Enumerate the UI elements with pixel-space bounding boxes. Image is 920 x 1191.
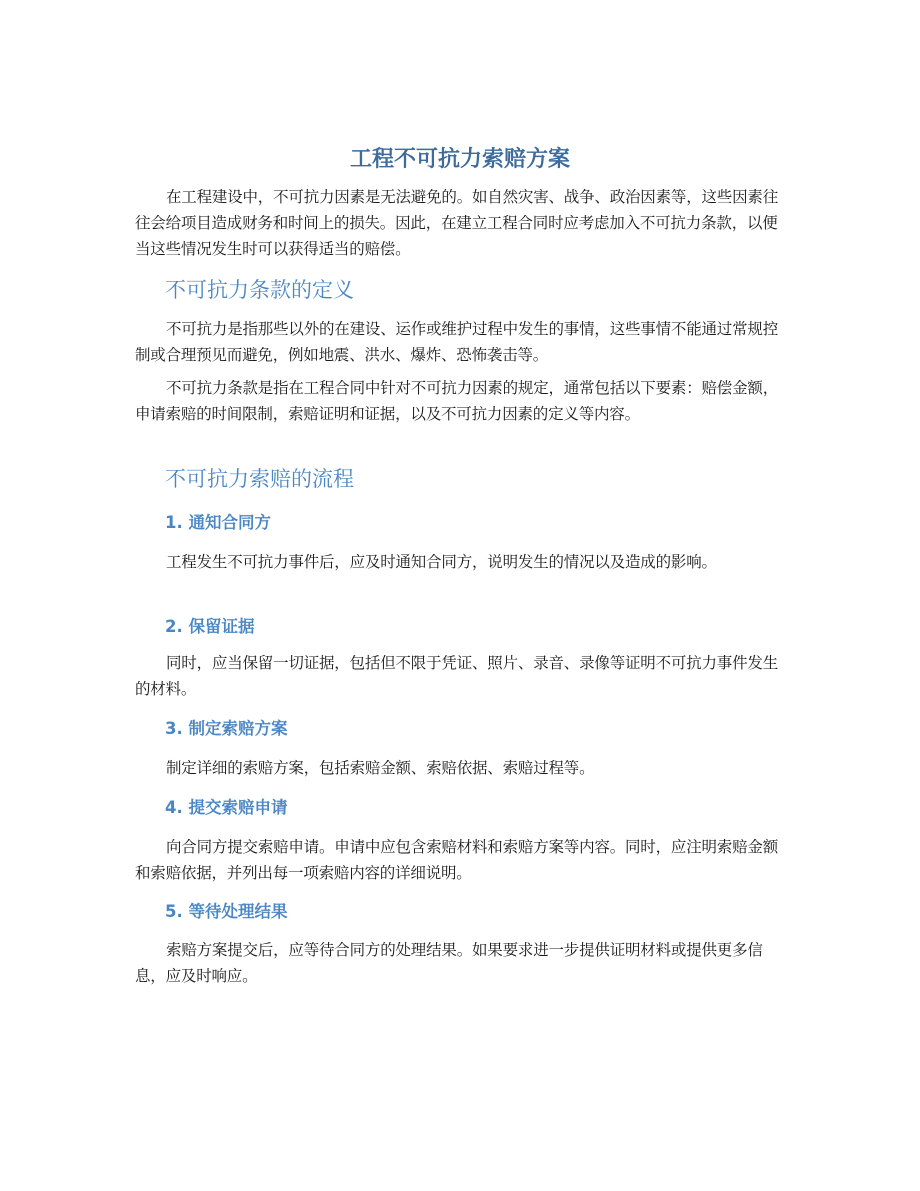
step-heading-5: 5. 等待处理结果 <box>165 902 288 921</box>
document-page <box>135 0 785 985</box>
step-heading-4: 4. 提交索赔申请 <box>165 798 288 817</box>
intro-paragraph: 在工程建设中，不可抗力因素是无法避免的。如自然灾害、战争、政治因素等，这些因素往往会给项目造成财务和时间上的损失。因此，在建立工程合同时应考虑加入不可抗力条款，以便当这些情况发生时可以获得适当的赔偿。 <box>135 188 779 258</box>
section-heading-process: 不可抗力索赔的流程 <box>165 467 354 491</box>
step-text-2: 同时，应当保留一切证据，包括但不限于凭证、照片、录音、录像等证明不可抗力事件发生的材料。 <box>135 654 779 698</box>
step-text-1: 工程发生不可抗力事件后，应及时通知合同方，说明发生的情况以及造成的影响。 <box>166 553 717 571</box>
step-text-3: 制定详细的索赔方案，包括索赔金额、索赔依据、索赔过程等。 <box>166 759 595 777</box>
section-heading-definition: 不可抗力条款的定义 <box>165 278 354 302</box>
step-text-5: 索赔方案提交后，应等待合同方的处理结果。如果要求进一步提供证明材料或提供更多信息，应及时响应。 <box>135 941 763 985</box>
document-title: 工程不可抗力索赔方案 <box>349 147 570 172</box>
step-text-4: 向合同方提交索赔申请。申请中应包含索赔材料和索赔方案等内容。同时，应注明索赔金额和索赔依据，并列出每一项索赔内容的详细说明。 <box>135 838 779 882</box>
step-heading-2: 2. 保留证据 <box>165 617 255 636</box>
definition-paragraph-2: 不可抗力条款是指在工程合同中针对不可抗力因素的规定，通常包括以下要素：赔偿金额，申请索赔的时间限制，索赔证明和证据，以及不可抗力因素的定义等内容。 <box>135 379 779 423</box>
definition-paragraph-1: 不可抗力是指那些以外的在建设、运作或维护过程中发生的事情，这些事情不能通过常规控制或合理预见而避免，例如地震、洪水、爆炸、恐怖袭击等。 <box>135 320 779 364</box>
step-heading-1: 1. 通知合同方 <box>165 513 271 532</box>
step-heading-3: 3. 制定索赔方案 <box>165 719 288 738</box>
